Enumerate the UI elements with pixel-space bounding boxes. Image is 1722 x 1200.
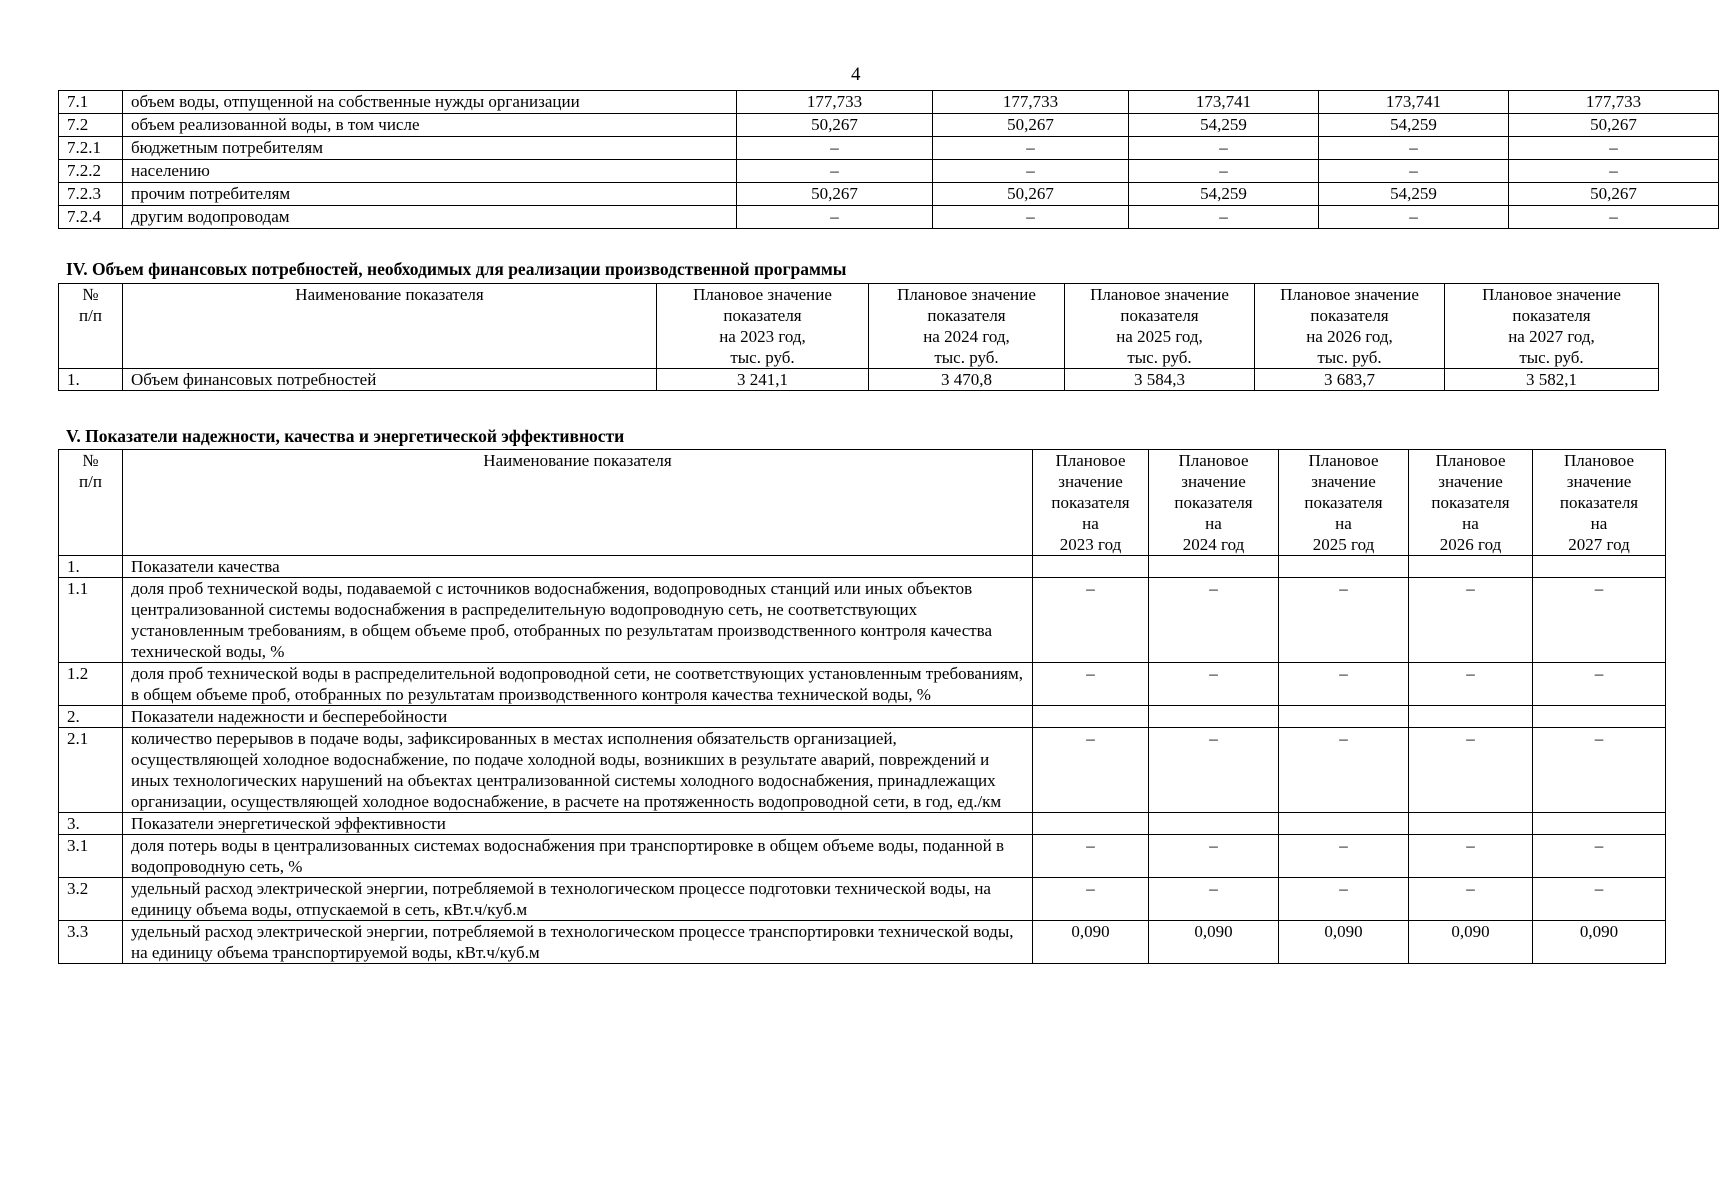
row-number: 3.: [59, 813, 123, 835]
value-cell: 0,090: [1279, 921, 1409, 964]
value-cell: –: [1149, 728, 1279, 813]
header-plan-column: Плановое значение показателя на 2024 год: [1149, 450, 1279, 556]
indicator-name: доля проб технической воды в распределительной водопроводной сети, не соответствующих установленным требованиям, в общем объеме проб, отобранных по результатам производственного контроля качества технической воды, %: [123, 663, 1033, 706]
value-cell: –: [1279, 835, 1409, 878]
value-cell: –: [1509, 206, 1719, 229]
table-row: [59, 206, 1719, 229]
value-cell: 54,259: [1129, 114, 1319, 137]
financial-needs-table: [58, 283, 1659, 391]
value-cell: 50,267: [737, 114, 933, 137]
value-cell: 3 241,1: [657, 369, 869, 391]
value-cell: [1149, 706, 1279, 728]
header-plan-column: Плановое значение показателя на 2027 год: [1533, 450, 1666, 556]
page-number: 4: [851, 64, 861, 85]
value-cell: –: [1279, 878, 1409, 921]
indicator-name: другим водопроводам: [123, 206, 737, 229]
value-cell: –: [1149, 878, 1279, 921]
indicator-name: прочим потребителям: [123, 183, 737, 206]
table-row: [59, 921, 1666, 964]
value-cell: –: [1129, 160, 1319, 183]
indicator-name: Показатели энергетической эффективности: [123, 813, 1033, 835]
value-cell: –: [1033, 578, 1149, 663]
indicator-name: доля проб технической воды, подаваемой с источников водоснабжения, водопроводных станций или иных объектов централизованной системы водоснабжения в распределительную водопроводную сеть, не соответствующих установленным требованиям, в общем объеме проб, отобранных по результатам производственного контроля качества технической воды, %: [123, 578, 1033, 663]
value-cell: [1279, 813, 1409, 835]
row-number: 1.1: [59, 578, 123, 663]
value-cell: [1533, 556, 1666, 578]
table-row: [59, 137, 1719, 160]
table-row: [59, 114, 1719, 137]
row-number: 7.2: [59, 114, 123, 137]
value-cell: –: [1533, 878, 1666, 921]
row-number: 1.: [59, 556, 123, 578]
value-cell: –: [1409, 835, 1533, 878]
row-number: 7.1: [59, 91, 123, 114]
header-plan-column: Плановое значение показателя на 2026 год, тыс. руб.: [1255, 284, 1445, 369]
value-cell: –: [1409, 578, 1533, 663]
value-cell: –: [933, 137, 1129, 160]
table-row: [59, 878, 1666, 921]
value-cell: [1279, 556, 1409, 578]
table-row: [59, 663, 1666, 706]
value-cell: 50,267: [737, 183, 933, 206]
table-row: [59, 160, 1719, 183]
section4-heading: IV. Объем финансовых потребностей, необходимых для реализации производственной программы: [66, 259, 847, 279]
header-plan-column: Плановое значение показателя на 2025 год, тыс. руб.: [1065, 284, 1255, 369]
value-cell: [1533, 813, 1666, 835]
value-cell: [1149, 813, 1279, 835]
value-cell: –: [1033, 663, 1149, 706]
value-cell: 0,090: [1409, 921, 1533, 964]
value-cell: –: [1149, 663, 1279, 706]
value-cell: 3 584,3: [1065, 369, 1255, 391]
value-cell: 0,090: [1149, 921, 1279, 964]
value-cell: –: [1509, 160, 1719, 183]
indicator-name: удельный расход электрической энергии, потребляемой в технологическом процессе транспортировки технической воды, на единицу объема транспортируемой воды, кВт.ч/куб.м: [123, 921, 1033, 964]
value-cell: 3 683,7: [1255, 369, 1445, 391]
value-cell: –: [1533, 578, 1666, 663]
row-number: 3.1: [59, 835, 123, 878]
value-cell: –: [1129, 206, 1319, 229]
row-number: 7.2.2: [59, 160, 123, 183]
header-plan-column: Плановое значение показателя на 2026 год: [1409, 450, 1533, 556]
value-cell: 177,733: [933, 91, 1129, 114]
value-cell: [1533, 706, 1666, 728]
table-row: [59, 369, 1659, 391]
indicator-name: объем реализованной воды, в том числе: [123, 114, 737, 137]
header-name: Наименование показателя: [123, 284, 657, 369]
header-row: [59, 450, 1666, 556]
value-cell: –: [1149, 835, 1279, 878]
row-number: 7.2.3: [59, 183, 123, 206]
row-number: 3.3: [59, 921, 123, 964]
indicator-name: Объем финансовых потребностей: [123, 369, 657, 391]
value-cell: –: [1409, 728, 1533, 813]
row-number: 1.: [59, 369, 123, 391]
indicator-name: количество перерывов в подаче воды, зафиксированных в местах исполнения обязательств организацией, осуществляющей холодное водоснабжение, по подаче холодной воды, возникших в результате аварий, повреждений и иных технологических нарушений на объектах централизованной системы холодного водоснабжения, принадлежащих организации, осуществляющей холодное водоснабжение, в расчете на протяженность водопроводной сети, в год, ед./км: [123, 728, 1033, 813]
value-cell: 50,267: [933, 114, 1129, 137]
value-cell: –: [933, 206, 1129, 229]
table-row: [59, 578, 1666, 663]
row-number: 1.2: [59, 663, 123, 706]
table-row: [59, 91, 1719, 114]
value-cell: [1033, 706, 1149, 728]
value-cell: –: [737, 206, 933, 229]
value-cell: 177,733: [737, 91, 933, 114]
header-row: [59, 284, 1659, 369]
value-cell: –: [933, 160, 1129, 183]
header-plan-column: Плановое значение показателя на 2023 год: [1033, 450, 1149, 556]
indicator-name: объем воды, отпущенной на собственные нужды организации: [123, 91, 737, 114]
reliability-quality-table: [58, 449, 1666, 964]
value-cell: –: [1509, 137, 1719, 160]
indicator-name: удельный расход электрической энергии, потребляемой в технологическом процессе подготовки технической воды, на единицу объема воды, отпускаемой в сеть, кВт.ч/куб.м: [123, 878, 1033, 921]
header-plan-column: Плановое значение показателя на 2025 год: [1279, 450, 1409, 556]
value-cell: 50,267: [933, 183, 1129, 206]
water-volume-table: [58, 90, 1719, 229]
indicator-name: населению: [123, 160, 737, 183]
value-cell: –: [1319, 206, 1509, 229]
row-number: 3.2: [59, 878, 123, 921]
value-cell: –: [1129, 137, 1319, 160]
table-row: [59, 556, 1666, 578]
value-cell: –: [1409, 663, 1533, 706]
value-cell: 50,267: [1509, 114, 1719, 137]
value-cell: –: [1033, 728, 1149, 813]
indicator-name: доля потерь воды в централизованных системах водоснабжения при транспортировке в общем объеме воды, поданной в водопроводную сеть, %: [123, 835, 1033, 878]
value-cell: 173,741: [1319, 91, 1509, 114]
value-cell: –: [1279, 663, 1409, 706]
value-cell: –: [1533, 728, 1666, 813]
value-cell: [1409, 706, 1533, 728]
indicator-name: бюджетным потребителям: [123, 137, 737, 160]
value-cell: –: [1319, 160, 1509, 183]
row-number: 2.: [59, 706, 123, 728]
value-cell: 54,259: [1129, 183, 1319, 206]
value-cell: –: [1409, 878, 1533, 921]
indicator-name: Показатели надежности и бесперебойности: [123, 706, 1033, 728]
value-cell: –: [1279, 578, 1409, 663]
table-row: [59, 813, 1666, 835]
indicator-name: Показатели качества: [123, 556, 1033, 578]
value-cell: 3 582,1: [1445, 369, 1659, 391]
value-cell: [1149, 556, 1279, 578]
value-cell: [1033, 813, 1149, 835]
value-cell: –: [1533, 835, 1666, 878]
value-cell: 54,259: [1319, 114, 1509, 137]
value-cell: –: [1279, 728, 1409, 813]
value-cell: –: [1319, 137, 1509, 160]
value-cell: 50,267: [1509, 183, 1719, 206]
table-row: [59, 835, 1666, 878]
value-cell: 3 470,8: [869, 369, 1065, 391]
header-number: № п/п: [59, 450, 123, 556]
value-cell: 54,259: [1319, 183, 1509, 206]
header-plan-column: Плановое значение показателя на 2024 год, тыс. руб.: [869, 284, 1065, 369]
header-plan-column: Плановое значение показателя на 2023 год, тыс. руб.: [657, 284, 869, 369]
row-number: 7.2.1: [59, 137, 123, 160]
table-row: [59, 728, 1666, 813]
value-cell: 177,733: [1509, 91, 1719, 114]
row-number: 7.2.4: [59, 206, 123, 229]
table-row: [59, 183, 1719, 206]
table-row: [59, 706, 1666, 728]
value-cell: 0,090: [1533, 921, 1666, 964]
value-cell: –: [1149, 578, 1279, 663]
section5-heading: V. Показатели надежности, качества и энергетической эффективности: [66, 426, 625, 446]
header-name: Наименование показателя: [123, 450, 1033, 556]
value-cell: [1033, 556, 1149, 578]
header-plan-column: Плановое значение показателя на 2027 год, тыс. руб.: [1445, 284, 1659, 369]
value-cell: –: [737, 137, 933, 160]
header-number: № п/п: [59, 284, 123, 369]
value-cell: –: [737, 160, 933, 183]
value-cell: [1409, 813, 1533, 835]
value-cell: [1409, 556, 1533, 578]
value-cell: –: [1033, 835, 1149, 878]
value-cell: –: [1033, 878, 1149, 921]
value-cell: –: [1533, 663, 1666, 706]
value-cell: [1279, 706, 1409, 728]
value-cell: 173,741: [1129, 91, 1319, 114]
row-number: 2.1: [59, 728, 123, 813]
value-cell: 0,090: [1033, 921, 1149, 964]
